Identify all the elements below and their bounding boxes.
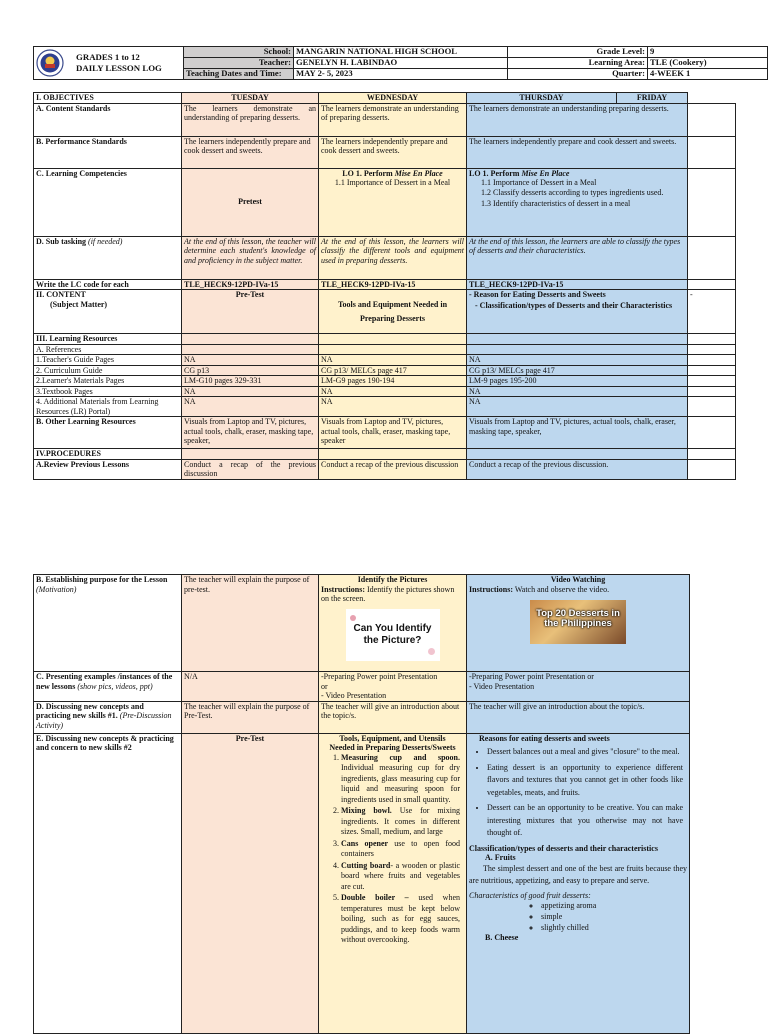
content-std-thu: The learners demonstrate an understanding preparing desserts. (467, 103, 688, 136)
review-tue: Conduct a recap of the previous discussion (182, 459, 319, 479)
lc-code-tue: TLE_HECK9-12PD-IVa-15 (182, 279, 319, 290)
disc1-label (34, 701, 182, 733)
content-label (34, 290, 182, 334)
tg-tue: NA (182, 355, 319, 366)
instr-text: Identify the pictures shown on the screen. (321, 584, 455, 603)
perf-std-label: B. Performance Standards (34, 136, 182, 168)
textbook-label: 3.Textbook Pages (34, 386, 182, 397)
fruits-desc: The simplest dessert and one of the best are fruits because they are nutritious, appetizing, and easy to prepare and serve. (469, 863, 687, 885)
lo-item: 1.1 Importance of Dessert in a Meal (481, 178, 597, 187)
content-wed-text: Tools and Equipment Needed in Preparing Desserts (337, 299, 448, 323)
reasons-title: Reasons for eating desserts and sweets (479, 733, 610, 743)
examples-wed (319, 672, 467, 702)
subtask-label (34, 236, 182, 279)
tb-wed: NA (319, 386, 467, 397)
day-tuesday: TUESDAY (182, 93, 319, 104)
fruits-char-list (469, 900, 687, 933)
disc2-label: E. Discussing new concepts & practicing and concern to new skills #2 (34, 733, 182, 1033)
subtask-thu: At the end of this lesson, the learners are able to classify the types of desserts and their characteristics. (467, 236, 688, 279)
grade-value: 9 (648, 47, 768, 58)
examples-thu-2: - Video Presentation (469, 681, 535, 691)
day-friday: FRIDAY (617, 93, 688, 104)
header-table (33, 46, 768, 80)
lm-thu: LM-9 pages 195-200 (467, 376, 688, 387)
competencies-tue (182, 168, 319, 236)
tool-name: Mixing bowl. (341, 806, 392, 815)
content-fri: - (688, 290, 736, 334)
lo-item: 1.3 Identify characteristics of dessert in a meal (481, 199, 631, 208)
tool-desc: used when temperatures must be kept below boiling, such as for egg sauces, puddings, and to keep foods warm without overcooking. (341, 893, 460, 944)
dll-header (33, 46, 768, 80)
fruits-title: A. Fruits (485, 853, 516, 862)
content-std-tue: The learners demonstrate an understanding of preparing desserts. (182, 103, 319, 136)
identify-picture-image (346, 609, 440, 661)
tool-desc: use to open food containers (341, 838, 460, 858)
video-title: Video Watching (550, 575, 606, 584)
mise-en-place: Mise En Place (394, 168, 443, 178)
dll-page-2 (33, 574, 690, 1034)
other-wed: Visuals from Laptop and TV, pictures, actual tools, chalk, eraser, masking tape, speaker (319, 417, 467, 449)
lesson-table-2 (33, 574, 690, 1034)
competencies-thu (467, 168, 688, 236)
am-tue: NA (182, 397, 319, 417)
desserts-video-thumbnail[interactable] (530, 600, 626, 644)
lm-tue: LM-G10 pages 329-331 (182, 376, 319, 387)
other-tue: Visuals from Laptop and TV, pictures, actual tools, chalk, eraser, masking tape, speaker, (182, 417, 319, 449)
review-thu: Conduct a recap of the previous discussion. (467, 459, 688, 479)
review-label: A.Review Previous Lessons (34, 459, 182, 479)
title-line-2: DAILY LESSON LOG (76, 63, 162, 73)
disc1-thu: The teacher will give an introduction about the topic/s. (467, 701, 690, 733)
fruit-char-item: ◦ slightly chilled (541, 922, 687, 933)
examples-thu (467, 672, 690, 702)
tool-item (341, 893, 460, 946)
fruit-char-item: ◦ simple (541, 911, 687, 922)
tool-item (341, 839, 460, 860)
instr-text: Watch and observe the video. (513, 584, 610, 594)
disc1-title: D. Discussing new concepts and practicing new skills #1. (36, 701, 144, 720)
tool-name: Double boiler – (341, 893, 409, 902)
purpose-note: (Motivation) (36, 584, 77, 594)
perf-std-tue: The learners independently prepare and cook dessert and sweets. (182, 136, 319, 168)
fruits-char-title: Characteristics of good fruit desserts: (469, 890, 591, 900)
tb-tue: NA (182, 386, 319, 397)
tool-name: Measuring cup and spoon. (341, 752, 460, 762)
content-thu-1: Reason for Eating Desserts and Sweets (473, 290, 606, 299)
purpose-thu (467, 575, 690, 672)
instr-label: Instructions: (321, 584, 366, 594)
reason-item: • Dessert balances out a meal and gives "closure" to the meal. (487, 746, 683, 759)
examples-title: C. Presenting examples /instances of the new lessons (36, 672, 173, 691)
content-title: II. CONTENT (36, 290, 86, 299)
grade-label: Grade Level: (508, 47, 648, 58)
deped-seal-icon (36, 49, 64, 77)
examples-note: (show pics, videos, ppt) (77, 681, 153, 691)
additional-materials-label: 4. Additional Materials from Learning Resources (LR) Portal) (34, 397, 182, 417)
tg-wed: NA (319, 355, 467, 366)
lc-code-thu: TLE_HECK9-12PD-IVa-15 (467, 279, 688, 290)
tools-list (321, 753, 464, 946)
disc2-wed (319, 733, 467, 1033)
tool-desc: - a wooden or plastic board where fruits and vegetables are cut. (341, 860, 460, 891)
area-value: TLE (Cookery) (648, 58, 768, 69)
content-std-label: A. Content Standards (34, 103, 182, 136)
dates-label: Teaching Dates and Time: (184, 69, 294, 80)
subtask-note: (if needed) (88, 236, 123, 246)
instr-label: Instructions: (469, 584, 514, 594)
competencies-wed (319, 168, 467, 236)
subtask-wed: At the end of this lesson, the learners will classify the different tools and equipment used in preparing desserts. (319, 236, 467, 279)
lo-label: LO 1. Perform (469, 168, 522, 178)
day-wednesday: WEDNESDAY (319, 93, 467, 104)
purpose-label (34, 575, 182, 672)
teacher-value: GENELYN H. LABINDAO (294, 58, 508, 69)
quarter-label: Quarter: (508, 69, 648, 80)
examples-label (34, 672, 182, 702)
quarter-value: 4-WEEK 1 (648, 69, 768, 80)
cg-tue: CG p13 (182, 365, 319, 376)
perf-std-thu: The learners independently prepare and cook dessert and sweets. (467, 136, 688, 168)
examples-wed-2: or (321, 681, 328, 691)
disc1-wed: The teacher will give an introduction about the topic/s. (319, 701, 467, 733)
references-label: A. References (34, 344, 182, 355)
dates-value: MAY 2- 5, 2023 (294, 69, 508, 80)
am-thu: NA (467, 397, 688, 417)
resources-label: III. Learning Resources (34, 334, 182, 345)
disc1-note: (Pre-Discussion Activity) (36, 711, 172, 730)
pretest-text: Pretest (238, 197, 262, 207)
cg-label: 2. Curriculum Guide (34, 365, 182, 376)
examples-thu-1: -Preparing Power point Presentation or (469, 672, 594, 681)
content-std-wed: The learners demonstrate an understanding of preparing desserts. (319, 103, 467, 136)
subtask-tue: At the end of this lesson, the teacher will determine each student's knowledge of and proficiency in the subject matter. (182, 236, 319, 279)
disc2-tue: Pre-Test (182, 733, 319, 1033)
objectives-heading: I. OBJECTIVES (34, 93, 182, 104)
school-label: School: (184, 47, 294, 58)
purpose-tue: The teacher will explain the purpose of pre-test. (182, 575, 319, 672)
lo-item: 1.1 Importance of Dessert in a Meal (334, 178, 451, 187)
tool-item (341, 806, 460, 838)
examples-wed-1: -Preparing Power point Presentation (321, 672, 438, 681)
reasons-list (469, 746, 687, 840)
content-wed (319, 290, 467, 334)
content-sub: (Subject Matter) (50, 299, 108, 309)
procedures-label: IV.PROCEDURES (34, 449, 182, 460)
cg-wed: CG p13/ MELCs page 417 (319, 365, 467, 376)
dll-page-1 (33, 92, 736, 480)
lm-label: 2.Learner's Materials Pages (34, 376, 182, 387)
classification-title: Classification/types of desserts and their characteristics (469, 843, 658, 853)
purpose-wed (319, 575, 467, 672)
tg-thu: NA (467, 355, 688, 366)
tool-name: Cans opener (341, 838, 389, 848)
tools-title: Tools, Equipment, and Utensils Needed in Preparing Desserts/Sweets (329, 733, 456, 752)
lm-wed: LM-G9 pages 190-194 (319, 376, 467, 387)
cheese-title: B. Cheese (485, 933, 519, 942)
school-value: MANGARIN NATIONAL HIGH SCHOOL (294, 47, 508, 58)
lo-label: LO 1. Perform (342, 168, 395, 178)
disc2-thu (467, 733, 690, 1033)
deped-logo-cell (34, 47, 184, 80)
perf-std-wed: The learners independently prepare and cook dessert and sweets. (319, 136, 467, 168)
reason-item: • Dessert can be an opportunity to be creative. You can make interesting mixtures that you otherwise may not have thought of. (487, 802, 683, 840)
content-tue: Pre-Test (182, 290, 319, 334)
lo-item: 1.2 Classify desserts according to types ingredients used. (481, 187, 664, 197)
tool-item (341, 753, 460, 806)
fruit-char-item: ◦ appetizing aroma (541, 900, 687, 911)
other-thu: Visuals from Laptop and TV, pictures, actual tools, chalk, eraser, masking tape, speaker, (467, 417, 688, 449)
content-thu: - Reason for Eating Desserts and Sweets - Classification/types of Desserts and their Characteristics (467, 290, 688, 334)
cg-thu: CG p13/ MELCs page 417 (467, 365, 688, 376)
reason-item: • Eating dessert is an opportunity to experience different flavors and textures that you cannot get in other foods like vegetables, meats, and fruits. (487, 762, 683, 800)
teacher-label: Teacher: (184, 58, 294, 69)
purpose-title: B. Establishing purpose for the Lesson (36, 575, 168, 584)
tool-name: Cutting board (341, 860, 391, 870)
lc-code-wed: TLE_HECK9-12PD-IVa-15 (319, 279, 467, 290)
tb-thu: NA (467, 386, 688, 397)
identify-title: Identify the Pictures (357, 575, 428, 584)
tool-desc: Individual measuring cup for dry ingredients, glass measuring cup for liquid and measuring spoon for ingredients used in small quantity. (341, 763, 460, 804)
mise-en-place: Mise En Place (521, 168, 570, 178)
tool-desc: Use for mixing ingredients. It comes in different sizes. Small, medium, and large (341, 806, 460, 836)
tg-label: 1.Teacher's Guide Pages (34, 355, 182, 366)
other-resources-label: B. Other Learning Resources (34, 417, 182, 449)
am-wed: NA (319, 397, 467, 417)
area-label: Learning Area: (508, 58, 648, 69)
video-thumbnail-text: Top 20 Desserts in the Philippines (536, 608, 620, 629)
disc1-tue: The teacher will explain the purpose of Pre-Test. (182, 701, 319, 733)
lc-label: Write the LC code for each (34, 279, 182, 290)
review-wed: Conduct a recap of the previous discussion (319, 459, 467, 479)
title-line-1: GRADES 1 to 12 (76, 52, 140, 62)
competencies-label: C. Learning Competencies (34, 168, 182, 236)
subtask-title: D. Sub tasking (36, 236, 89, 246)
identify-picture-text: Can You Identify the Picture? (353, 622, 432, 646)
lesson-table-1 (33, 92, 736, 480)
tool-item (341, 861, 460, 893)
day-thursday: THURSDAY (467, 93, 617, 104)
content-thu-2: Classification/types of Desserts and their Characteristics (479, 300, 673, 310)
examples-wed-3: - Video Presentation (321, 691, 387, 700)
examples-tue: N/A (182, 672, 319, 702)
